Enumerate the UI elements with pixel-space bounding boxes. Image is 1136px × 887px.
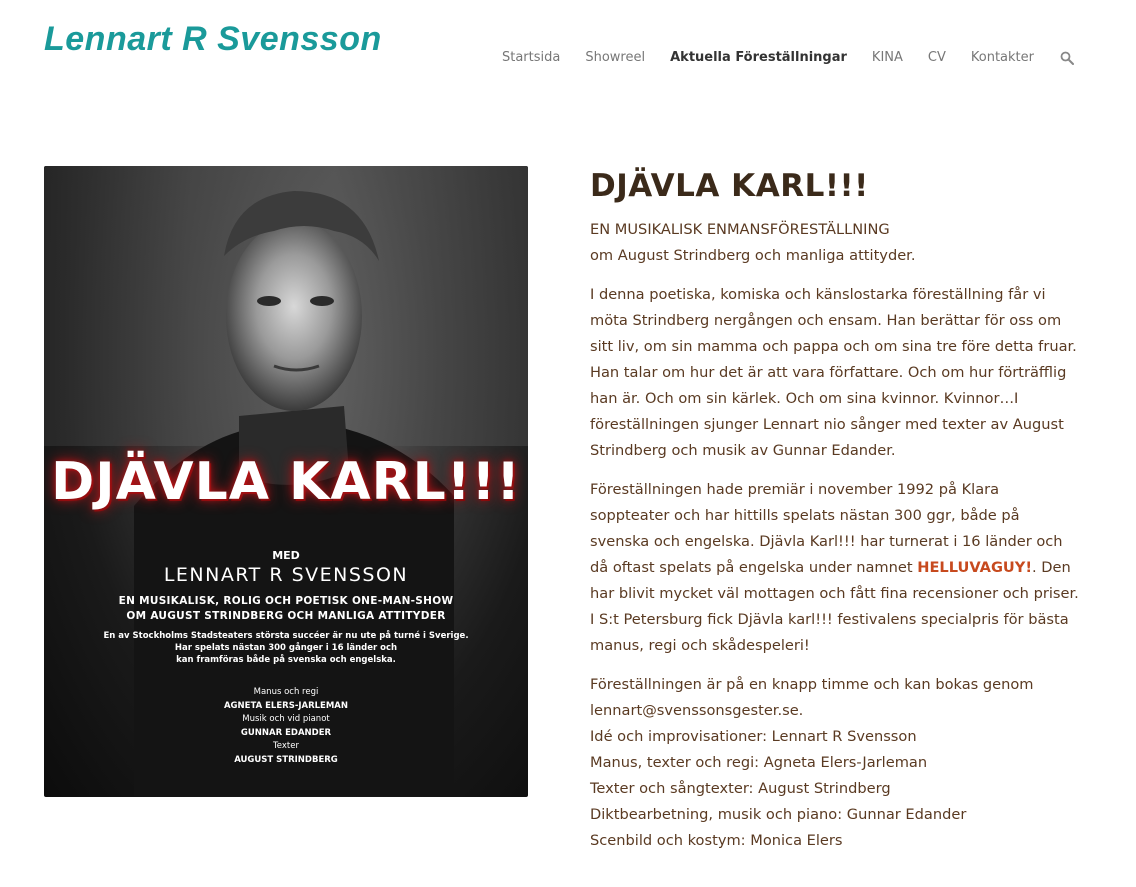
credit-line: Scenbild och kostym: Monica Elers [590, 832, 843, 849]
poster-description-line: Har spelats nästan 300 gånger i 16 länder och [174, 643, 398, 653]
poster-subtitle [44, 594, 528, 624]
credit-line: Manus, texter och regi: Agneta Elers-Jarleman [590, 754, 928, 771]
nav-item-cv[interactable]: CV [927, 50, 946, 65]
intro-line: om August Strindberg och manliga attityder. [590, 247, 916, 264]
paragraph-text: Föreställningen hade premiär i november 1992 på Klara soppteater och har hittills spelats nästan 300 ggr, både på svenska och engelska. Djävla Karl!!! har turnerat i 16 länder och då oftast spelats på engelska under namnet [590, 481, 1063, 576]
nav-item-kina[interactable]: KINA [871, 50, 903, 65]
poster-subtitle-line: OM AUGUST STRINDBERG OCH MANLIGA ATTITYDER [126, 610, 446, 622]
nav-item-showreel[interactable]: Showreel [585, 50, 646, 65]
poster-credit-role: Texter [273, 741, 299, 751]
description-paragraph-1: I denna poetiska, komiska och känslostarka föreställning får vi möta Strindberg nergången och ensam. Han berättar för oss om sitt liv, om sin mamma och pappa och om sina tre före detta fruar. Han talar om hur det är att vara författare. Och om hur förträfflig han är. Och om sin kärlek. Och om sina kvinnor. Kvinnor…I föreställningen sjunger Lennart nio sånger med texter av August Strindberg och musik av Gunnar Edander. [590, 286, 1077, 459]
poster-credit-person: AGNETA ELERS-JARLEMAN [223, 700, 349, 711]
intro-paragraph [590, 217, 1080, 269]
poster-credit-role: Musik och vid pianot [242, 714, 330, 724]
page-title: DJÄVLA KARL!!! [590, 168, 869, 204]
poster-title: DJÄVLA KARL!!! [51, 452, 521, 512]
main-nav [477, 50, 1074, 65]
nav-item-kontakter[interactable]: Kontakter [970, 50, 1034, 65]
description-paragraph-2 [590, 477, 1080, 659]
show-poster [44, 166, 528, 797]
poster-credit-role: Manus och regi [253, 687, 319, 697]
credit-line: Texter och sångtexter: August Strindberg [590, 780, 891, 797]
helluvaguy-highlight: HELLUVAGUY! [917, 559, 1032, 576]
credit-line: Diktbearbetning, musik och piano: Gunnar Edander [590, 806, 967, 823]
site-logo[interactable]: Lennart R Svensson [44, 20, 382, 58]
nav-item-startsida[interactable]: Startsida [501, 50, 561, 65]
poster-description-line: kan framföras både på svenska och engelska. [176, 655, 396, 665]
paragraph-text: . Den har blivit mycket väl mottagen och fått fina recensioner och priser. I S:t Petersburg fick Djävla karl!!! festivalens specialpris för bästa manus, regi och skådespeleri! [590, 559, 1079, 654]
poster-performer: LENNART R SVENSSON [163, 564, 409, 586]
poster-credit-person: GUNNAR EDANDER [240, 727, 332, 738]
poster-credits [44, 686, 528, 767]
intro-line: EN MUSIKALISK ENMANSFÖRESTÄLLNING [590, 221, 890, 238]
poster-description [44, 630, 528, 666]
booking-line: Föreställningen är på en knapp timme och kan bokas genom lennart@svenssonsgester.se. [590, 676, 1034, 719]
poster-subtitle-line: EN MUSIKALISK, ROLIG OCH POETISK ONE-MAN-SHOW [118, 595, 454, 607]
credit-line: Idé och improvisationer: Lennart R Svensson [590, 728, 917, 745]
search-icon[interactable] [1060, 51, 1074, 65]
nav-item-aktuella-forestallningar[interactable]: Aktuella Föreställningar [670, 50, 847, 65]
poster-description-line: En av Stockholms Stadsteaters största succéer är nu ute på turné i Sverige. [103, 631, 469, 641]
poster-med: MED [272, 549, 300, 562]
site-header [0, 0, 1136, 120]
poster-credit-person: AUGUST STRINDBERG [234, 754, 338, 765]
show-description [590, 166, 1080, 867]
credits-paragraph [590, 672, 1080, 854]
